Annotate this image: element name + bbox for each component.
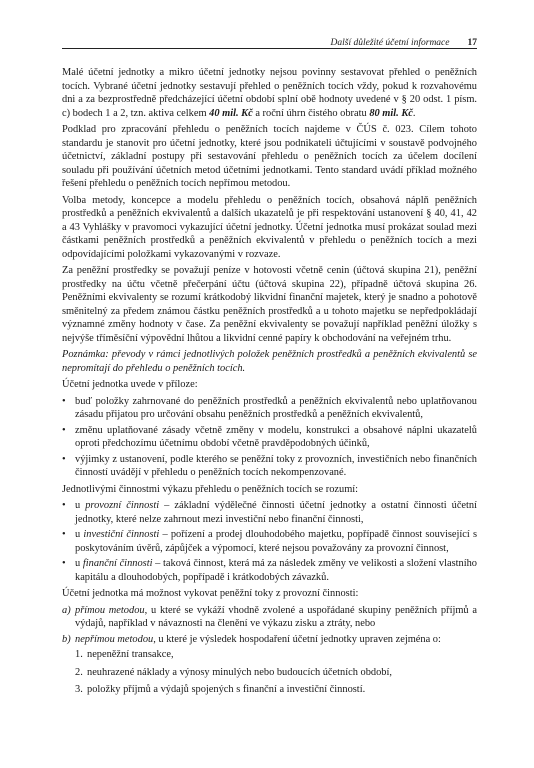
- item-text: položky příjmů a výdajů spojených s finanční a investiční činností.: [87, 684, 366, 695]
- note: Poznámka: převody v rámci jednotlivých položek peněžních prostředků a peněžních ekvivalentů se nepromítají do přehledu o peněžních tocích.: [62, 349, 477, 374]
- item-label: a): [62, 604, 71, 616]
- text: , u které se vykáží vhodně zvolené a uspořádané skupiny peněžních příjmů a výdajů, například v návaznosti na členění ve výkazu zisku a ztráty, nebo: [75, 604, 478, 629]
- list-item: [75, 683, 477, 697]
- item-number: 2.: [75, 666, 83, 678]
- text: – pořízení a prodej dlouhodobého majetku, popřípadě činnost související s poskytováním úvěrů, zápůjček a výpomocí, které nejsou považovány za provozní činnost,: [75, 529, 477, 554]
- numbered-list: [62, 648, 477, 697]
- list-item: • buď položky zahrnované do peněžních prostředků a peněžních ekvivalentů nebo uplatňovanou zásadu přijatou pro určování obsahu peněžních prostředků a peněžních ekvivalentů,: [62, 395, 477, 422]
- list-item: [62, 633, 477, 647]
- page-number: 17: [467, 38, 477, 48]
- term: finanční činnosti: [82, 558, 153, 569]
- list-item: • výjimky z ustanovení, podle kterého se peněžní toky z provozních, investičních nebo finančních činností uvádějí v přehledu o peněžních tocích nekompenzované.: [62, 453, 477, 480]
- bullet-list-appendix: [62, 395, 477, 480]
- text: , u které je výsledek hospodaření účetní jednotky upraven zejména o:: [153, 633, 441, 645]
- paragraph-1: [62, 66, 477, 120]
- item-label: b): [62, 633, 71, 645]
- term: nepřímou metodou: [75, 633, 154, 645]
- item-text: neuhrazené náklady a výnosy minulých nebo budoucích účetních období,: [87, 666, 392, 678]
- paragraph-4: Za peněžní prostředky se považují peníze v hotovosti včetně cenin (účtová skupina 21), peněžní prostředky na účtu včetně přečerpání účtu (účtová skupina 22), případně účtová skupina 26. Peněžními ekvivalenty se rozumí krátkodobý likvidní finanční majetek, který je snadno a pohotově směnitelný za předem známou částku peněžních prostředků a u tohoto majetku se nepředpokládají významné změny hodnoty v čase. Za peněžní ekvivalenty se považují například peněžní úložky s nejvýše tříměsíční výpovědní lhůtou a likvidní cenné papíry k obchodování na veřejném trhu.: [62, 265, 477, 344]
- list-item: [75, 648, 477, 662]
- term: investiční činnosti: [83, 529, 160, 540]
- text: u: [75, 558, 83, 569]
- item-text: [75, 633, 477, 647]
- term: provozní činnosti: [85, 500, 160, 511]
- paragraph-5: Účetní jednotka uvede v příloze:: [62, 379, 198, 390]
- item-text: nepeněžní transakce,: [87, 649, 174, 660]
- list-item: [62, 557, 477, 584]
- list-item: [75, 666, 477, 680]
- item-text: [75, 604, 477, 631]
- list-item: [62, 499, 477, 526]
- paragraph-2: Podklad pro zpracování přehledu o peněžních tocích najdeme v ČÚS č. 023. Cílem tohoto standardu je stanovit pro účetní jednotky, které jsou podnikateli účtujícími v soustavě podvojného účetnictví, základní postupy při sestavování přehledu o peněžních tocích za účelem docílení souladu při používání účetních metod účetními jednotkami. Tento standard uvádí příklad možného řešení přehledu o peněžních tocích nepřímou metodou.: [62, 124, 477, 189]
- text: – základní výdělečné činnosti účetní jednotky a ostatní činnosti účetní jednotky, které nelze zahrnout mezi investiční nebo finanční činnosti,: [75, 500, 478, 525]
- running-header: [62, 34, 477, 49]
- paragraph-3: Volba metody, koncepce a modelu přehledu o peněžních tocích, obsahová náplň peněžních prostředků a peněžních ekvivalentů a dalších ukazatelů je při respektování ustanovení § 40, 41, 42 a 43 Vyhlášky v pravomoci vykazující účetní jednotky. Účetní jednotka musí prokázat soulad mezi částkami peněžních prostředků a peněžních ekvivalentů v přehledu o peněžních tocích a mezi odpovídajícími položkami vykazovanými v rozvaze.: [62, 194, 477, 260]
- method-list: [62, 604, 477, 647]
- paragraph-7: Účetní jednotka má možnost vykovat peněžní toky z provozní činnosti:: [62, 588, 359, 599]
- text: – taková činnost, která má za následek změny ve velikosti a složení vlastního kapitálu a dlouhodobých, popřípadě i krátkodobých závazků.: [75, 558, 477, 583]
- text: .: [412, 107, 416, 119]
- text: Malé účetní jednotky a mikro účetní jednotky nejsou povinny sestavovat přehled o peněžních tocích. Vybrané účetní jednotky sestavují přehled o peněžních tocích vždy, pokud k rozvahovému dni a za bezprostředně předcházející účetní období splní obě hodnoty uvedené v § 20 odst. 1 písm. c) bodech 1 a 2, tzn. aktiva celkem: [62, 67, 477, 119]
- list-item: [62, 604, 477, 631]
- item-number: 1.: [75, 649, 83, 660]
- item-number: 3.: [75, 684, 83, 695]
- turnover-threshold: 80 mil. Kč: [369, 107, 413, 119]
- text: u: [75, 529, 84, 540]
- body-text: [62, 66, 477, 701]
- bullet-list-activities: [62, 499, 477, 584]
- assets-threshold: 40 mil. Kč: [209, 107, 253, 119]
- list-item: [62, 528, 477, 555]
- text: u: [75, 500, 86, 511]
- text: a roční úhrn čistého obratu: [252, 107, 370, 119]
- header-title: Další důležité účetní informace: [330, 38, 450, 48]
- paragraph-6: Jednotlivými činnostmi výkazu přehledu o peněžních tocích se rozumí:: [62, 483, 359, 495]
- list-item: • změnu uplatňované zásady včetně změny v modelu, konstrukci a obsahové náplni ukazatelů oproti předchozímu účetnímu období včetně pravděpodobných účinků,: [62, 424, 477, 451]
- term: přímou metodou: [75, 604, 145, 616]
